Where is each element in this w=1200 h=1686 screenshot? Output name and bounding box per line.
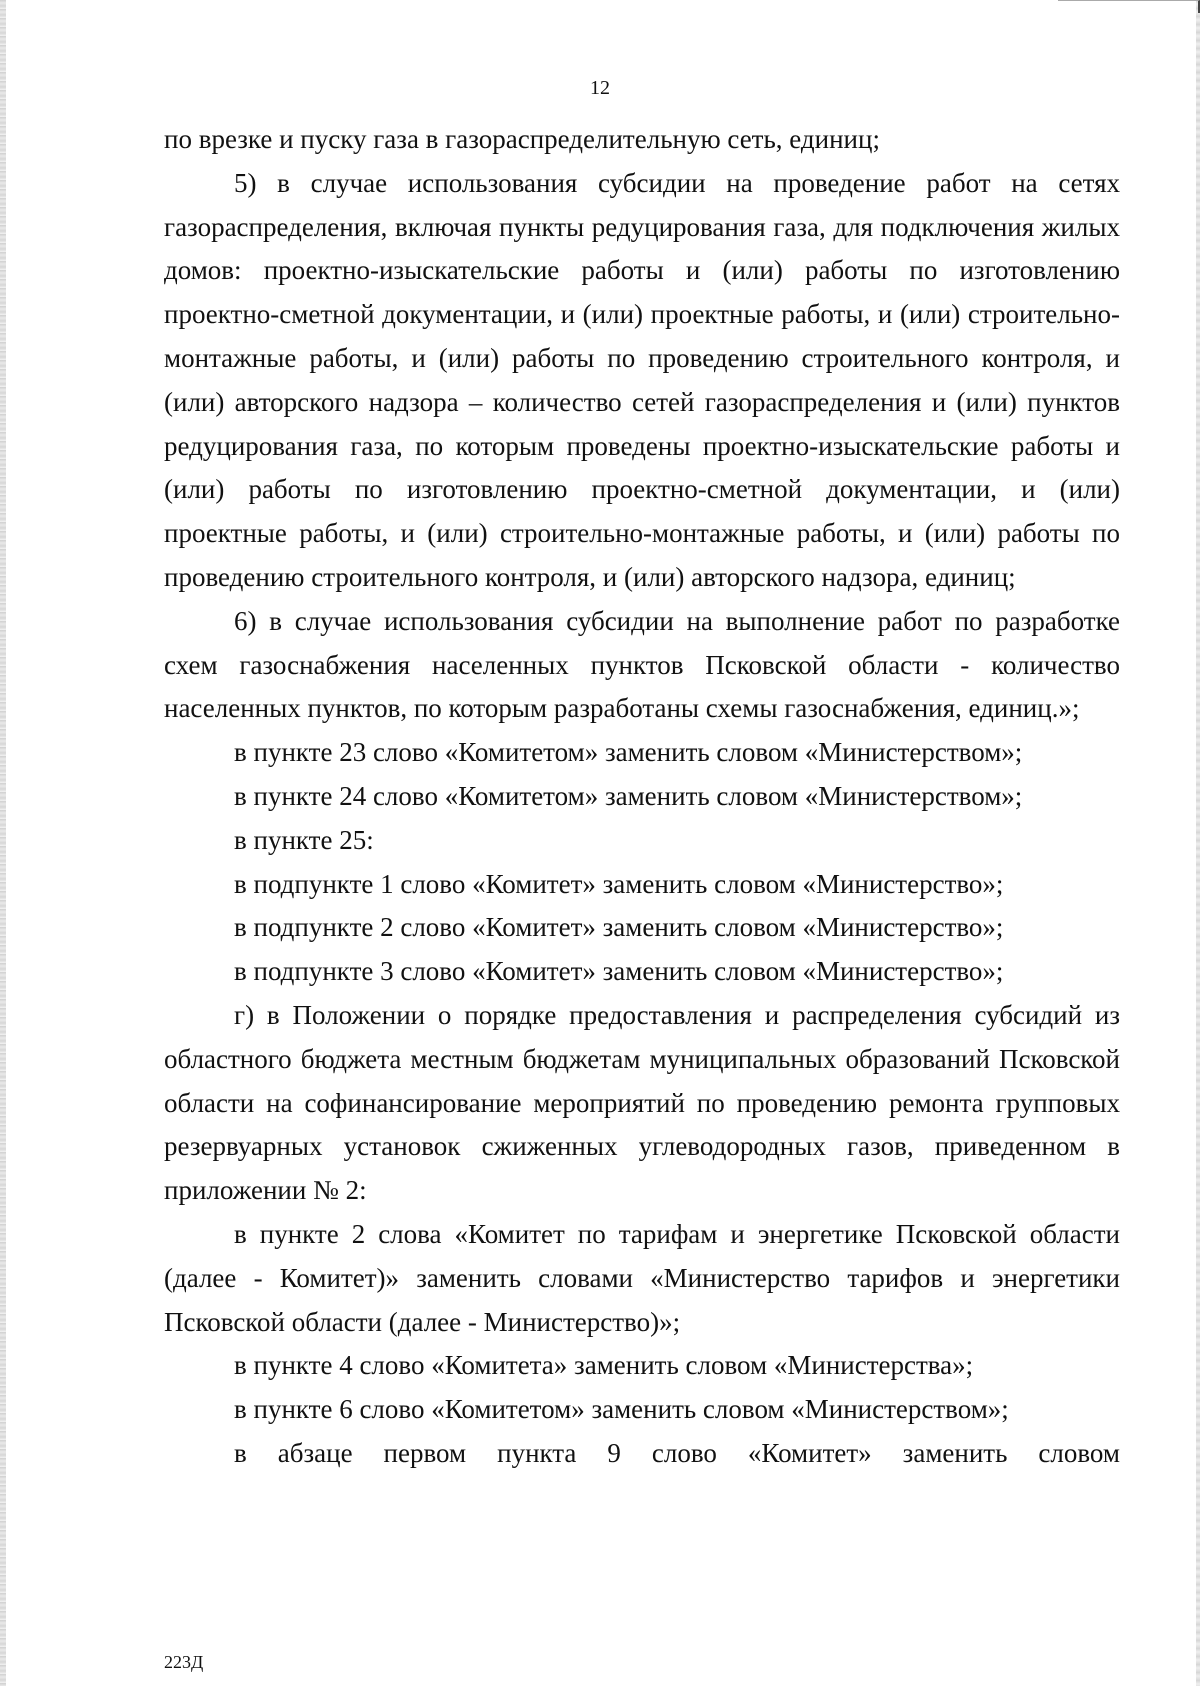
- paragraph-item-6: 6) в случае использования субсидии на выполнение работ по разработке схем газоснабжения населенных пунктов Псковской области - количество населенных пунктов, по которым разработаны схемы газоснабжения, единиц.»;: [164, 605, 1120, 724]
- scan-edge-right: [1196, 0, 1200, 1686]
- paragraph-point-6: в пункте 6 слово «Комитетом» заменить словом «Министерством»;: [234, 1394, 1009, 1425]
- paragraph-point-4: в пункте 4 слово «Комитета» заменить словом «Министерства»;: [234, 1350, 974, 1381]
- paragraph-point-23: в пункте 23 слово «Комитетом» заменить словом «Министерством»;: [234, 737, 1023, 768]
- page-number: 12: [590, 77, 610, 99]
- paragraph-subpoint-2: в подпункте 2 слово «Комитет» заменить словом «Министерство»;: [234, 912, 1004, 943]
- paragraph-point-9: в абзаце первом пункта 9 слово «Комитет» заменить словом: [234, 1437, 1120, 1468]
- scan-edge-left: [0, 0, 6, 1686]
- paragraph-point-24: в пункте 24 слово «Комитетом» заменить словом «Министерством»;: [234, 780, 1023, 811]
- scan-corner-mark: [1058, 0, 1200, 13]
- paragraph-point-25: в пункте 25:: [234, 824, 374, 855]
- paragraph-continuation: по врезке и пуску газа в газораспределительную сеть, единиц;: [164, 124, 880, 154]
- footer-code: 223Д: [164, 1652, 204, 1672]
- paragraph-point-2: в пункте 2 слова «Комитет по тарифам и энергетике Псковской области (далее - Комитет)» заменить словами «Министерство тарифов и энергетики Псковской области (далее - Министерство)»;: [164, 1218, 1120, 1337]
- document-body: [164, 118, 1120, 1476]
- paragraph-item-5: 5) в случае использования субсидии на проведение работ на сетях газораспределения, включая пункты редуцирования газа, для подключения жилых домов: проектно-изыскательские работы и (или) работы по изготовлению проектно-сметной документации, и (или) проектные работы, и (или) строительно-монтажные работы, и (или) работы по проведению строительного контроля, и (или) авторского надзора – количество сетей газораспределения и (или) пунктов редуцирования газа, по которым проведены проектно-изыскательские работы и (или) работы по изготовлению проектно-сметной документации, и (или) проектные работы, и (или) строительно-монтажные работы, и (или) работы по проведению строительного контроля, и (или) авторского надзора, единиц;: [164, 167, 1120, 592]
- paragraph-g: г) в Положении о порядке предоставления и распределения субсидий из областного бюджета местным бюджетам муниципальных образований Псковской области на софинансирование мероприятий по проведению ремонта групповых резервуарных установок сжиженных углеводородных газов, приведенном в приложении № 2:: [164, 999, 1120, 1206]
- paragraph-subpoint-3: в подпункте 3 слово «Комитет» заменить словом «Министерство»;: [234, 956, 1004, 987]
- paragraph-subpoint-1: в подпункте 1 слово «Комитет» заменить словом «Министерство»;: [234, 868, 1004, 899]
